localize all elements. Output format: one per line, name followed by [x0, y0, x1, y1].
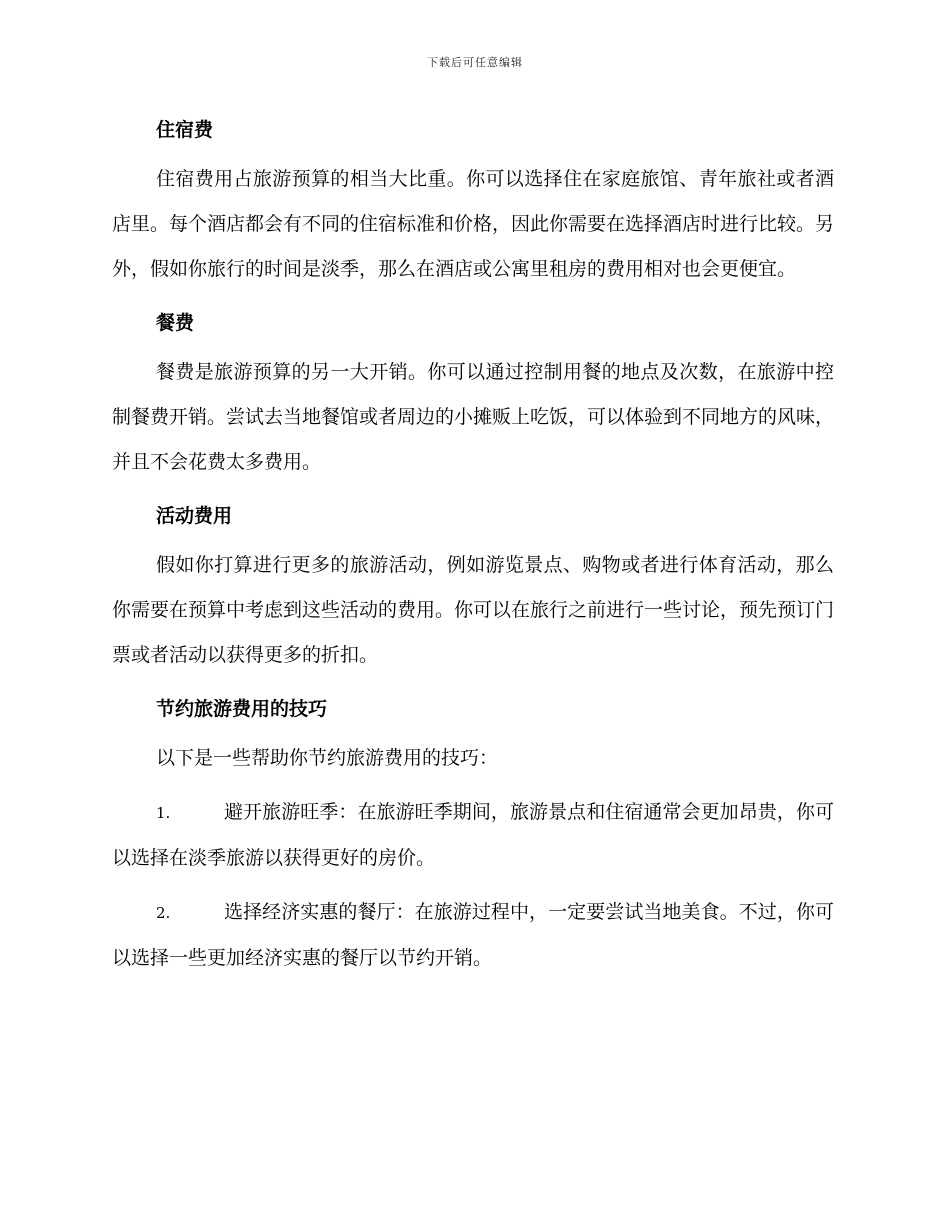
list-item: [112, 790, 834, 881]
paragraph-activities: 假如你打算进行更多的旅游活动，例如游览景点、购物或者进行体育活动，那么你需要在预算中考虑到这些活动的费用。你可以在旅行之前进行一些讨论，预先预订门票或者活动以获得更多的折扣。: [112, 554, 835, 666]
list-item-text: 避开旅游旺季：在旅游旺季期间，旅游景点和住宿通常会更加昂贵，你可以选择在淡季旅游以获得更好的房价。: [112, 801, 834, 869]
document-body: [112, 108, 834, 981]
section-heading-meals: 餐费: [156, 312, 195, 334]
list-item: [112, 890, 834, 981]
list-item-number: 1.: [156, 804, 171, 822]
list-item-text: 选择经济实惠的餐厅：在旅游过程中，一定要尝试当地美食。不过，你可以选择一些更加经济实惠的餐厅以节约开销。: [112, 901, 834, 969]
section-heading-lodging: 住宿费: [156, 119, 214, 141]
section-heading-tips: 节约旅游费用的技巧: [156, 698, 328, 720]
list-item-number: 2.: [156, 904, 171, 922]
header-note: 下载后可任意编辑: [427, 56, 523, 69]
paragraph-lodging: 住宿费用占旅游预算的相当大比重。你可以选择住在家庭旅馆、青年旅社或者酒店里。每个酒店都会有不同的住宿标准和价格，因此你需要在选择酒店时进行比较。另外，假如你旅行的时间是淡季，那么在酒店或公寓里租房的费用相对也会更便宜。: [112, 168, 835, 280]
section-heading-activities: 活动费用: [156, 505, 233, 527]
paragraph-meals: 餐费是旅游预算的另一大开销。你可以通过控制用餐的地点及次数，在旅游中控制餐费开销。尝试去当地餐馆或者周边的小摊贩上吃饭，可以体验到不同地方的风味，并且不会花费太多费用。: [112, 361, 835, 473]
paragraph-tips-intro: 以下是一些帮助你节约旅游费用的技巧：: [156, 747, 499, 769]
